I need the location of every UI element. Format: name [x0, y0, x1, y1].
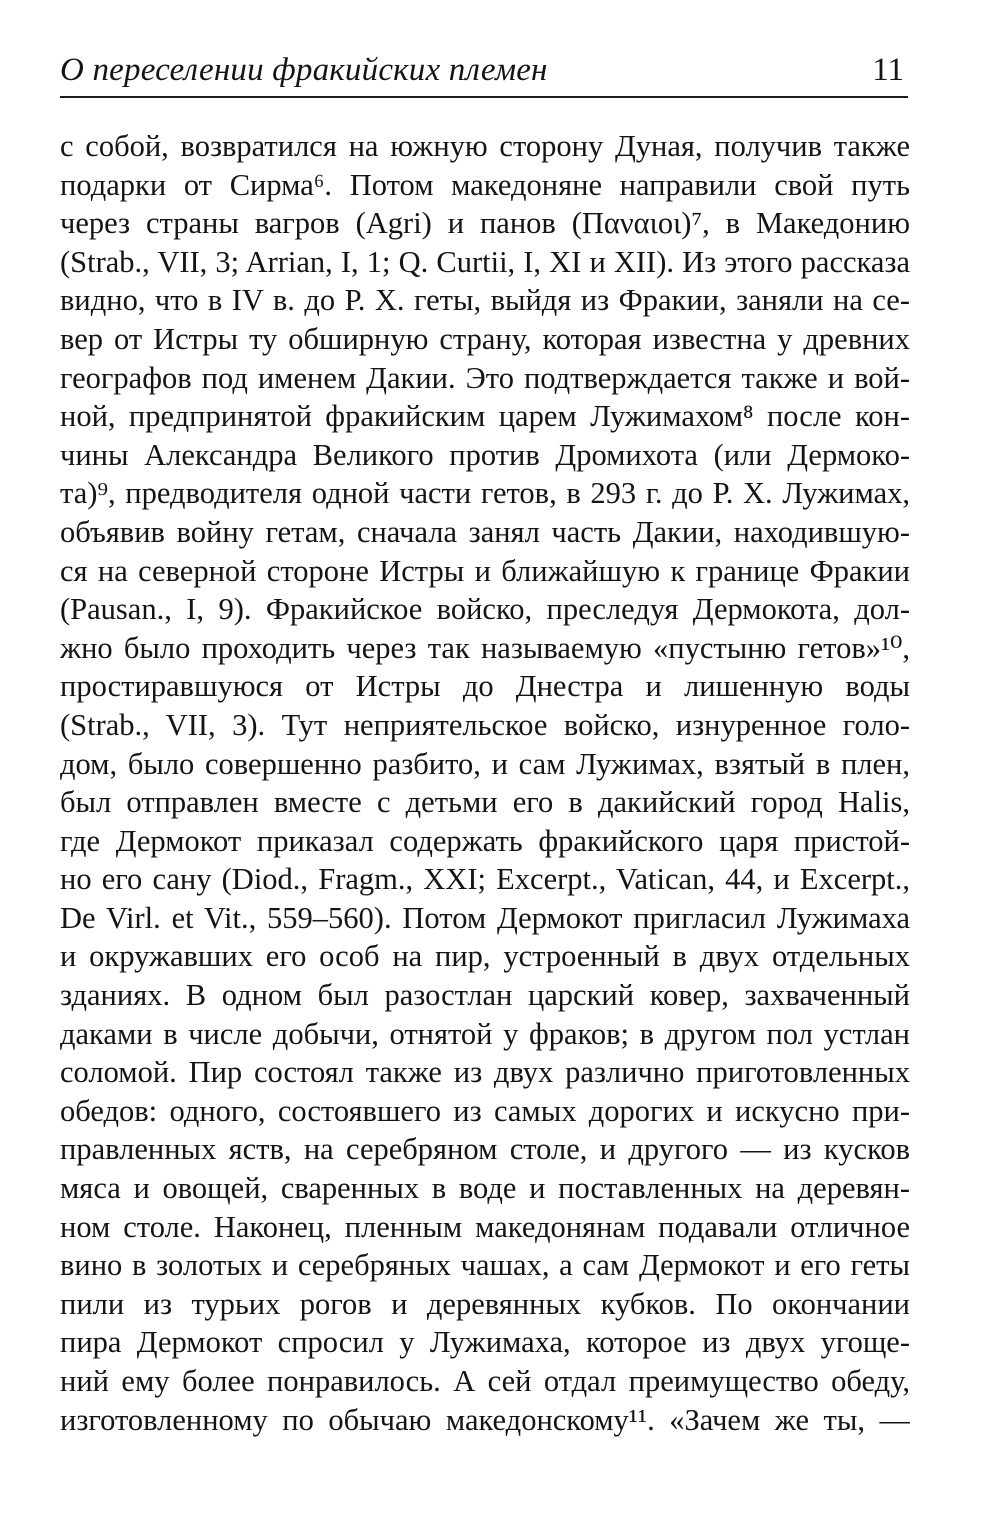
text-line: пира Дермокот спросил у Лужимаха, которое из двух угоще- [60, 1325, 910, 1360]
text-line: географов под именем Дакии. Это подтверждается также и вой- [60, 360, 910, 395]
text-line: где Дермокот приказал содержать фракийского царя пристой- [60, 823, 910, 858]
text-line: простиравшуюся от Истры до Днестра и лишенную воды [60, 669, 910, 704]
text-line: правленных яств, на серебряном столе, и другого — из кусков [60, 1132, 910, 1167]
text-line: изготовленному по обычаю македонскому¹¹. «Зачем же ты, — [60, 1402, 910, 1437]
text-line: через страны вагров (Agri) и панов (Παναιοι)⁷, в Македонию [60, 206, 910, 241]
body-text [60, 127, 910, 1439]
text-line: подарки от Сирма⁶. Потом македоняне направили свой путь [60, 167, 910, 202]
text-line: видно, что в IV в. до Р. Х. геты, выйдя из Фракии, заняли на се- [60, 283, 910, 318]
text-line: соломой. Пир состоял также из двух различно приготовленных [60, 1055, 910, 1090]
text-line: та)⁹, предводителя одной части гетов, в 293 г. до Р. Х. Лужимах, [60, 476, 910, 511]
text-line: дом, было совершенно разбито, и сам Лужимах, взятый в плен, [60, 746, 910, 781]
text-line: ний ему более понравилось. А сей отдал преимущество обеду, [60, 1364, 910, 1398]
text-line: обедов: одного, состоявшего из самых дорогих и искусно при- [60, 1093, 910, 1128]
text-line: чины Александра Великого против Дромихота (или Дермоко- [60, 437, 910, 472]
text-line: даками в числе добычи, отнятой у фраков; в другом пол устлан [60, 1016, 910, 1051]
text-line: вино в золотых и серебряных чашах, а сам Дермокот и его геты [60, 1248, 910, 1283]
text-line: но его сану (Diod., Fragm., XXI; Excerpt., Vatican, 44, и Excerpt., [60, 862, 910, 897]
text-line: вер от Истры ту обширную страну, которая известна у древних [60, 321, 910, 356]
text-line: ной, предпринятой фракийским царем Лужимахом⁸ после кон- [60, 399, 910, 434]
text-line: объявив войну гетам, сначала занял часть Дакии, находившую- [60, 514, 910, 549]
running-title: О переселении фракийских племен [60, 52, 548, 88]
text-line: пили из турьих рогов и деревянных кубков. По окончании [60, 1286, 910, 1321]
text-line: с собой, возвратился на южную сторону Дуная, получив также [60, 129, 910, 163]
text-line: жно было проходить через так называемую «пустыню гетов»¹⁰, [60, 630, 910, 665]
text-line: зданиях. В одном был разостлан царский ковер, захваченный [60, 978, 910, 1013]
text-line: (Strab., VII, 3). Тут неприятельское войско, изнуренное голо- [60, 707, 910, 742]
text-line: ся на северной стороне Истры и ближайшую к границе Фракии [60, 553, 910, 588]
text-line: (Pausan., I, 9). Фракийское войско, преследуя Дермокота, дол- [60, 592, 910, 627]
text-line: (Strab., VII, 3; Arrian, I, 1; Q. Curtii, I, XI и XII). Из этого рассказа [60, 244, 910, 279]
text-line: мяса и овощей, сваренных в воде и поставленных на деревян- [60, 1171, 910, 1206]
text-line: и окружавших его особ на пир, устроенный в двух отдельных [60, 939, 910, 974]
page-number: 11 [872, 52, 904, 88]
text-line: был отправлен вместе с детьми его в дакийский город Halis, [60, 785, 910, 820]
text-line: De Virl. et Vit., 559–560). Потом Дермокот пригласил Лужимаха [60, 900, 910, 935]
running-header [60, 50, 908, 98]
text-line: ном столе. Наконец, пленным македонянам подавали отличное [60, 1209, 910, 1244]
